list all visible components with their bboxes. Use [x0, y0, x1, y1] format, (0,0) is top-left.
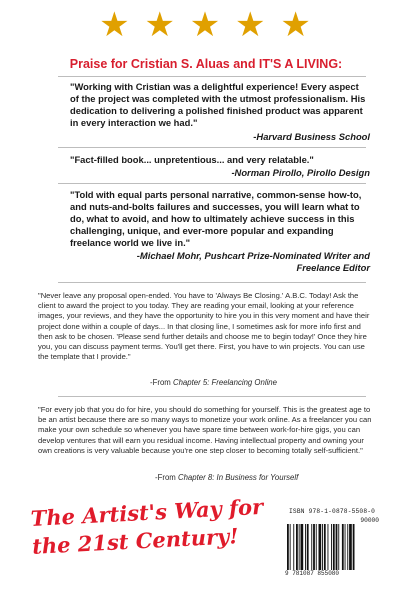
divider	[58, 76, 366, 77]
excerpt-source: -From Chapter 8: In Business for Yourself	[155, 473, 299, 482]
testimonial-quote: "Fact-filled book... unpretentious... and very relatable."	[70, 154, 314, 165]
book-excerpt: "Never leave any proposal open-ended. You have to 'Always Be Closing.' A.B.C. Today! Ask the client to award the project to you today. They are reading your email, looking at your reference images, your reviews, and they have the opportunity to hire you in this very moment and have their project done within a couple of days... In that closing line, I sometimes ask for more info first and then ask to be chosen. 'Please send further details and choose me to begin today!' Once they hire you, you can discuss payment terms. You'll get there. First, you have to win projects. You can use the template that I provide."	[38, 291, 370, 362]
divider	[58, 147, 366, 148]
barcode-bars	[287, 524, 379, 570]
ean-digits: 9 781087 855080	[285, 570, 340, 577]
star-icon: ★	[280, 5, 313, 45]
price-code: 90000	[360, 517, 379, 524]
isbn-number: ISBN 978-1-0878-5508-0	[289, 508, 376, 515]
praise-heading: Praise for Cristian S. Aluas and IT'S A LIVING:	[69, 57, 343, 71]
testimonial-quote: "Told with equal parts personal narrative, common-sense how-to, and nuts-and-bolts failures and successes, you will learn what to do, what to avoid, and how to ultimately achieve success in this challenging, unique, and ever-more popular and expanding freelance world we live in."	[70, 189, 362, 248]
divider	[58, 183, 366, 184]
testimonial-attribution: -Michael Mohr, Pushcart Prize-Nominated Writer and Freelance Editor	[136, 250, 370, 273]
star-icon: ★	[189, 5, 223, 45]
book-excerpt: "For every job that you do for hire, you should do something for yourself. This is the greatest age to be an artist because there are so many ways to monetize your work online. As a freelancer you can make your own schedule so whenever you have spare time between work-for-hire gigs, you can develop ventures that will earn you residual income. Having intellectual property and owning your own creations is very valuable because you're one step closer to becoming totally self-sufficient."	[38, 405, 372, 455]
divider	[58, 282, 366, 283]
testimonial-attribution: -Norman Pirollo, Pirollo Design	[231, 167, 370, 178]
excerpt-source: -From Chapter 5: Freelancing Online	[150, 378, 277, 387]
rating-stars	[0, 6, 412, 44]
testimonial-quote: "Working with Cristian was a delightful experience! Every aspect of the project was completed with the utmost professionalism. His dedication to delivering a polished finished product was apparent in every interaction we had."	[70, 81, 366, 128]
tagline: The Artist's Way for the 21st Century!	[30, 493, 264, 559]
divider	[58, 396, 366, 397]
star-icon: ★	[144, 5, 177, 45]
testimonial-attribution: -Harvard Business School	[253, 131, 370, 142]
star-icon: ★	[235, 5, 268, 45]
star-icon: ★	[99, 5, 132, 45]
isbn-barcode	[285, 508, 381, 578]
